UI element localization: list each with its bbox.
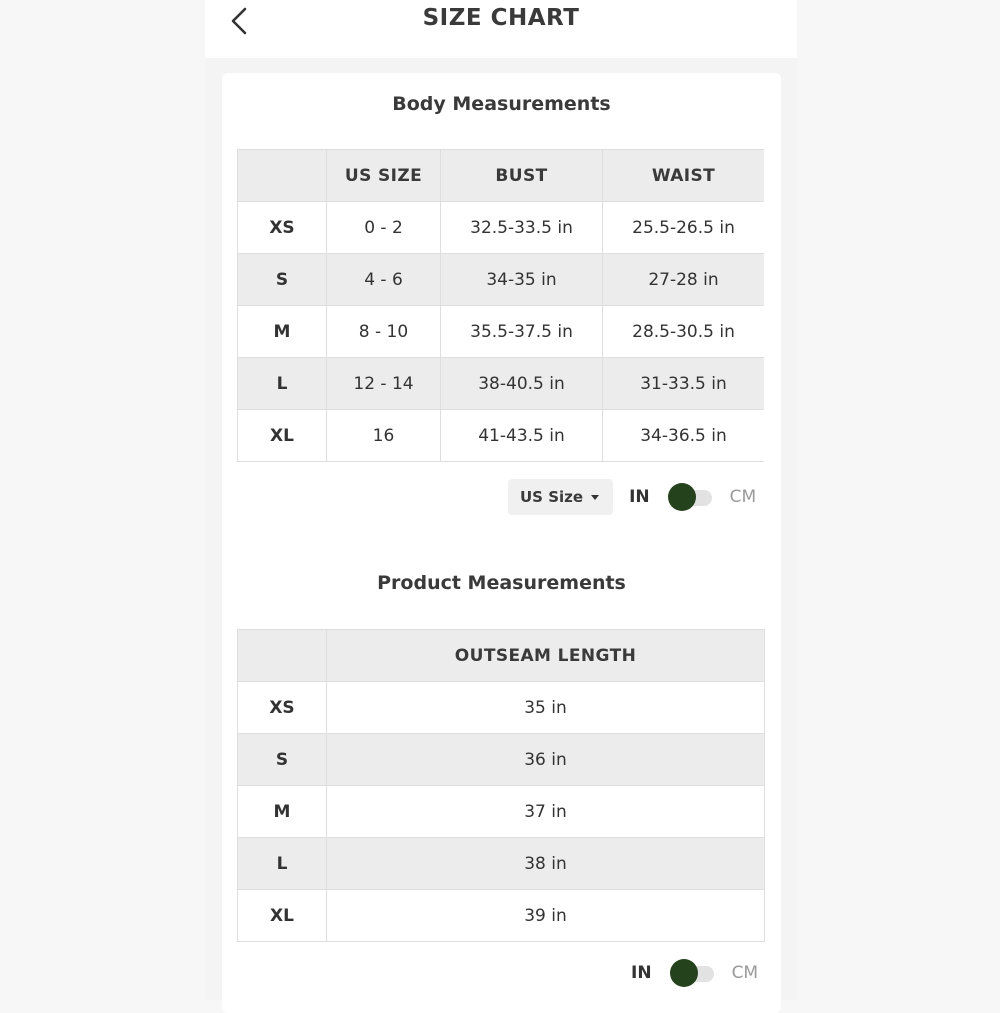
column-header-us-size: US SIZE [327,150,441,202]
us-size-cell: 12 - 14 [327,358,441,410]
size-label: S [238,734,327,786]
size-label: L [238,838,327,890]
size-system-value: US Size [520,488,584,506]
unit-toggle[interactable] [668,487,712,507]
outseam-cell: 36 in [327,734,765,786]
bust-cell: 35.5-37.5 in [441,306,603,358]
outseam-cell: 37 in [327,786,765,838]
table-row [238,358,765,410]
size-label: XS [238,202,327,254]
us-size-cell: 0 - 2 [327,202,441,254]
product-unit-controls [631,963,758,983]
size-chart-card [222,73,781,1013]
column-header-bust: BUST [441,150,603,202]
caret-down-icon [591,495,599,500]
size-label: M [238,786,327,838]
page-title: SIZE CHART [422,5,580,31]
product-measurements-title: Product Measurements [377,572,626,594]
table-row [238,786,765,838]
table-row [238,410,765,462]
size-label: XL [238,890,327,942]
size-chart-screen [205,0,797,1000]
unit-toggle[interactable] [670,963,714,983]
unit-in-label[interactable]: IN [631,963,652,983]
bust-cell: 34-35 in [441,254,603,306]
bust-cell: 41-43.5 in [441,410,603,462]
us-size-cell: 4 - 6 [327,254,441,306]
bust-cell: 32.5-33.5 in [441,202,603,254]
waist-cell: 27-28 in [603,254,765,306]
product-measurements-table [237,629,765,942]
table-header-row [238,630,765,682]
top-bar [205,0,797,58]
size-label: L [238,358,327,410]
unit-cm-label[interactable]: CM [729,487,757,507]
table-row [238,202,765,254]
size-system-dropdown[interactable] [508,479,613,515]
toggle-knob [668,483,696,511]
table-row [238,734,765,786]
table-row [238,682,765,734]
waist-cell: 31-33.5 in [603,358,765,410]
waist-cell: 34-36.5 in [603,410,765,462]
body-unit-controls [508,479,756,515]
column-header-waist: WAIST [603,150,765,202]
waist-cell: 25.5-26.5 in [603,202,765,254]
body-measurements-title: Body Measurements [392,93,611,115]
column-header-size [238,630,327,682]
column-header-outseam-length: OUTSEAM LENGTH [327,630,765,682]
size-label: M [238,306,327,358]
us-size-cell: 8 - 10 [327,306,441,358]
table-row [238,254,765,306]
us-size-cell: 16 [327,410,441,462]
table-row [238,306,765,358]
toggle-knob [670,959,698,987]
outseam-cell: 39 in [327,890,765,942]
size-label: XS [238,682,327,734]
size-label: XL [238,410,327,462]
outseam-cell: 35 in [327,682,765,734]
column-header-size [238,150,327,202]
unit-cm-label[interactable]: CM [731,963,759,983]
unit-in-label[interactable]: IN [629,487,650,507]
body-measurements-table [237,149,764,462]
waist-cell: 28.5-30.5 in [603,306,765,358]
table-row [238,890,765,942]
table-row [238,838,765,890]
table-header-row [238,150,765,202]
bust-cell: 38-40.5 in [441,358,603,410]
size-label: S [238,254,327,306]
outseam-cell: 38 in [327,838,765,890]
